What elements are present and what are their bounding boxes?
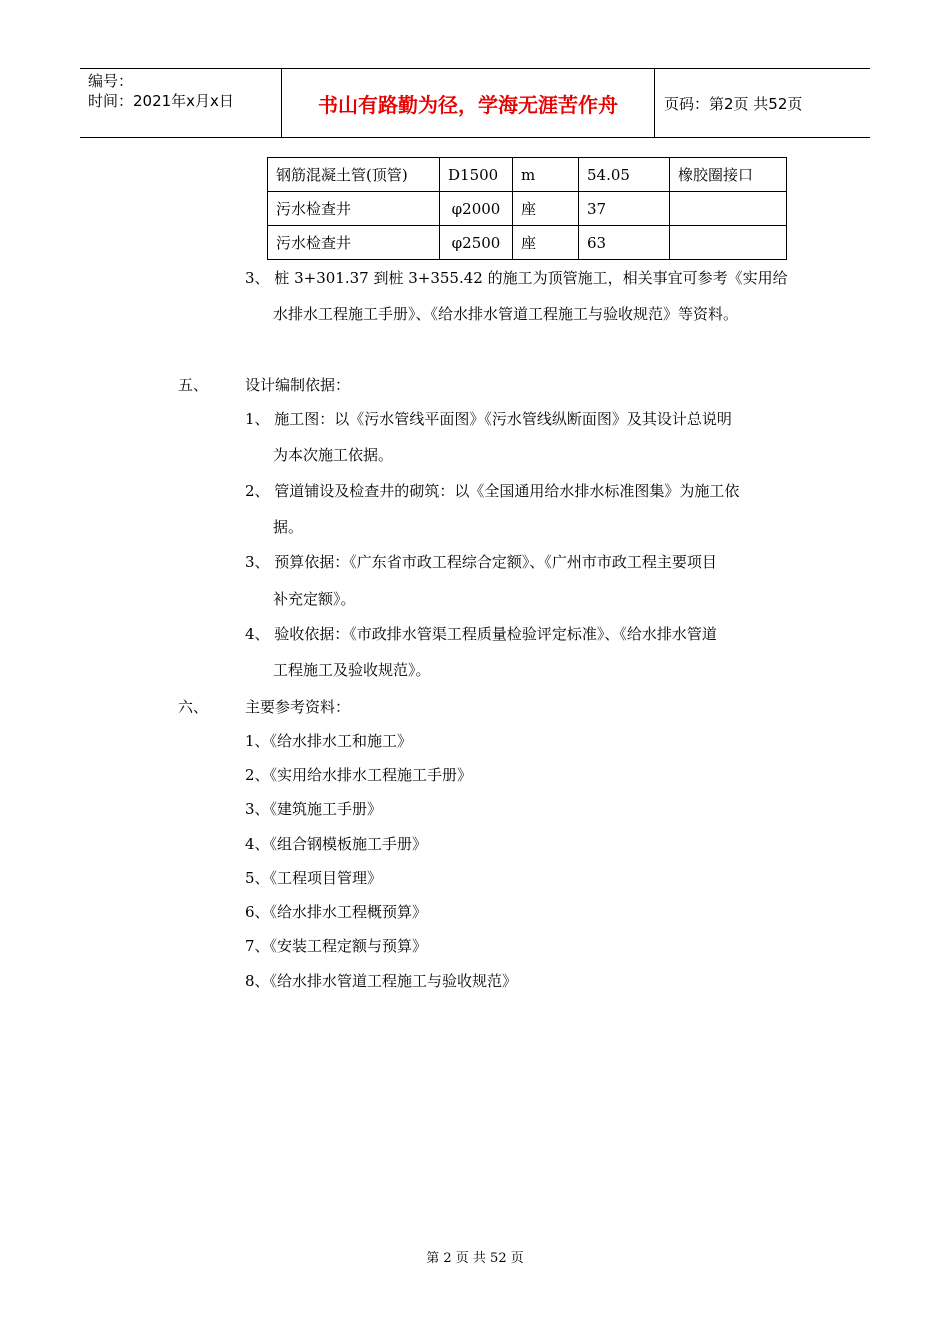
table-cell: m <box>513 158 579 192</box>
table-cell: 座 <box>513 192 579 226</box>
header-time-label: 时间：2021年x月x日 <box>88 92 234 110</box>
table-cell: 座 <box>513 226 579 260</box>
section-5-item-1: 1、 施工图：以《污水管线平面图》《污水管线纵断面图》及其设计总说明 <box>245 410 732 428</box>
section-5-item-3-cont: 补充定额》。 <box>273 590 356 608</box>
section-5-item-2-cont: 据。 <box>273 518 304 536</box>
page-header <box>80 68 870 138</box>
table-cell: φ2000 <box>440 192 513 226</box>
header-number-label: 编号： <box>88 72 134 90</box>
note-3-line-2: 水排水工程施工手册》、《给水排水管道工程施工与验收规范》等资料。 <box>273 305 739 323</box>
table-cell <box>670 226 787 260</box>
table-cell: 钢筋混凝土管(顶管) <box>268 158 440 192</box>
note-3-line-1: 3、 桩 3+301.37 到桩 3+355.42 的施工为顶管施工，相关事宜可参考《实用给 <box>245 269 788 287</box>
reference-item: 8、《给水排水管道工程施工与验收规范》 <box>245 972 518 990</box>
section-5-item-3: 3、 预算依据：《广东省市政工程综合定额》、《广州市市政工程主要项目 <box>245 553 717 571</box>
section-5-title: 设计编制依据： <box>245 376 351 394</box>
table-cell: 污水检查井 <box>268 192 440 226</box>
section-5-number: 五、 <box>178 376 209 394</box>
table-cell: 54.05 <box>579 158 670 192</box>
section-5-item-2: 2、 管道铺设及检查井的砌筑：以《全国通用给水排水标准图集》为施工依 <box>245 482 740 500</box>
table-cell: D1500 <box>440 158 513 192</box>
table-cell: 污水检查井 <box>268 226 440 260</box>
section-5-item-4: 4、 验收依据：《市政排水管渠工程质量检验评定标准》、《给水排水管道 <box>245 625 717 643</box>
header-page-info: 页码：第2页 共52页 <box>664 94 803 113</box>
page-footer: 第 2 页 共 52 页 <box>426 1251 524 1266</box>
header-divider <box>654 69 655 137</box>
table-cell: φ2500 <box>440 226 513 260</box>
reference-item: 4、《组合钢模板施工手册》 <box>245 835 428 853</box>
table-cell <box>670 192 787 226</box>
reference-item: 6、《给水排水工程概预算》 <box>245 903 428 921</box>
reference-item: 3、《建筑施工手册》 <box>245 800 383 818</box>
table-cell: 橡胶圈接口 <box>670 158 787 192</box>
header-motto: 书山有路勤为径，学海无涯苦作舟 <box>318 92 618 117</box>
reference-item: 1、《给水排水工和施工》 <box>245 732 413 750</box>
header-meta <box>88 71 234 111</box>
reference-item: 2、《实用给水排水工程施工手册》 <box>245 766 473 784</box>
table-cell: 37 <box>579 192 670 226</box>
reference-item: 5、《工程项目管理》 <box>245 869 383 887</box>
section-5-item-4-cont: 工程施工及验收规范》。 <box>273 661 431 679</box>
section-6-title: 主要参考资料： <box>245 698 351 716</box>
table-cell: 63 <box>579 226 670 260</box>
section-6-number: 六、 <box>178 698 209 716</box>
table-row <box>268 226 787 260</box>
reference-item: 7、《安装工程定额与预算》 <box>245 937 428 955</box>
table-row <box>268 158 787 192</box>
section-5-item-1-cont: 为本次施工依据。 <box>273 446 394 464</box>
materials-table <box>267 157 787 260</box>
table-row <box>268 192 787 226</box>
